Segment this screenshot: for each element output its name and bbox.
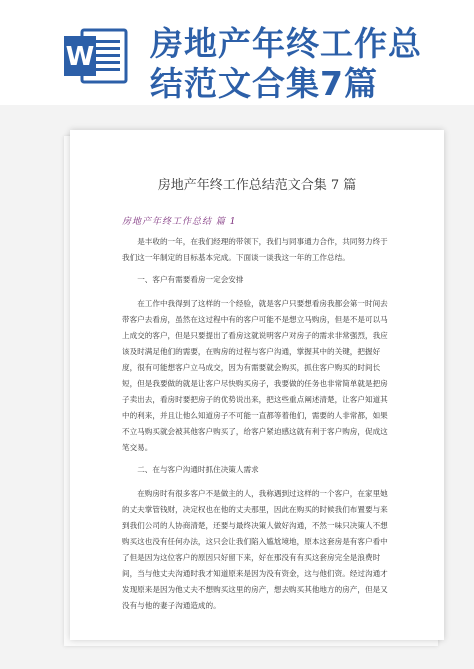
document-page: [70, 130, 444, 640]
header-banner: [0, 0, 474, 105]
banner-title: [150, 24, 470, 104]
banner-title-line-2: 结范文合集7篇: [150, 64, 378, 103]
banner-title-line-1: 房地产年终工作总: [150, 24, 422, 63]
page-title: 房地产年终工作总结范文合集 7 篇: [157, 178, 357, 193]
section-subtitle: 房地产年终工作总结 篇 1: [122, 217, 237, 227]
section-heading: 二、在与客户沟通时抓住决策人需求: [137, 465, 259, 474]
word-icon-letter: W: [65, 42, 95, 72]
body-paragraph: 在购房时有很多客户不是做主的人，我称遇到过这样的一个客户，在家里她的丈夫掌管钱财，决定权也在他的丈夫那里，因此在购买的时候我们布置要与来到我们公司的人协商清楚，还要与最终决策人做好沟通，不然一味只决策人不想购买这也没有任何办法，这只会让我们陷入尴尬境地，原本这套房是有客户看中了但是因为这位客户的原因只好留下来，好在那没有有买这套房完全是浪费时间，当与他丈夫沟通时我才知道原来是因为没有资金，这与他们资。经过沟通才发现原来是因为他丈夫不想购买这里的房产，想去购买其他地方的房产，但是又没有与他的妻子沟通造成的。: [122, 489, 388, 610]
section-heading: 一、客户有需要看房一定会安排: [137, 275, 244, 284]
body-paragraph: 是丰收的一年，在我们经理的带领下，我们与同事通力合作，共同努力终于我们这一年制定的目标基本完成。下面谈一谈我这一年的工作总结。: [122, 237, 388, 262]
body-paragraph: 在工作中我得到了这样的一个经验，就是客户只要想看房我都会第一时间去带客户去看房，虽然在这过程中有的客户可能不是想立马购房，但是不是可以马上成交的客户，但是只要提出了看房这就说明客户对房子的需求非常强烈，我应该及时满足他们的需要，在购房的过程与客户沟通，掌握其中的关键，把握好度，很有可能想客户立马成交，因为有需要就会购买，抓住客户购买的时间长短，但是我要做的就是让客户尽快购买房子，我要做的任务也非常简单就是把房子卖出去，看房时要把房子的优势说出来，把这些重点阐述清楚，让客户知道其中的利来，并且让他么知道房子不可能一直都等着他们，需要的人非常都，如果不立马购买就会被其他客户购买了，给客户紧迫感这就有利于客户购房，促成这笔交易。: [122, 299, 388, 452]
document-body: [122, 234, 394, 614]
word-document-icon: [62, 26, 130, 86]
